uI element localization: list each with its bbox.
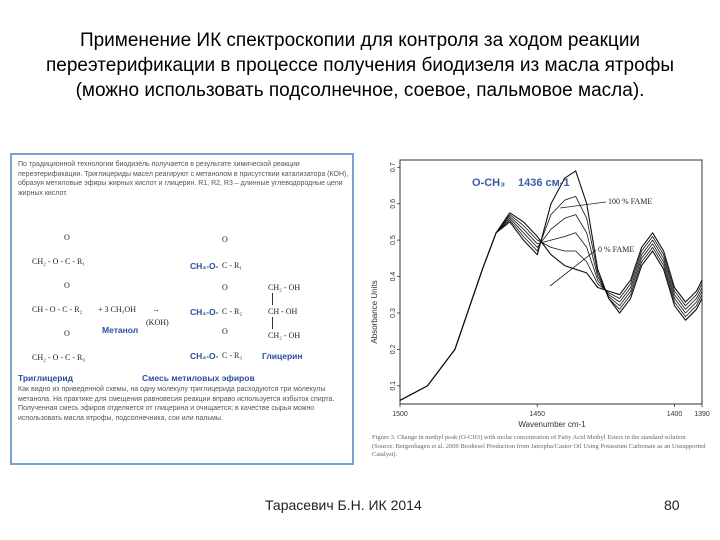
reaction-intro-text: По традиционной технологии биодизель получается в результате химической реакции переэтерификации. Триглицериды масел реагируют с метанолом в присутствии катализатора (КОН), образуя метиловые эфиры жирных кислот и глицерин. R1, R2, R3 – длинные углеводородные цепи жирных кислот. [18,161,349,197]
reaction-arrow: → [152,305,160,314]
plot-frame [400,160,702,404]
tg-row-1: CH₂ - O - C - R₁ [32,257,86,266]
y-tick-label: 0.6 [390,198,397,209]
x-tick-label: 1390 [694,411,710,418]
y-tick-label: 0.3 [390,308,397,318]
ir-spectrum-panel [368,152,712,464]
triglyceride-label: Триглицерид [18,373,74,383]
x-tick-label: 1400 [666,411,683,418]
tg-carbonyl-o-3: O [64,329,70,338]
tg-row-3: CH₂ - O - C - R₃ [32,353,86,362]
gly-row-2: CH - OH [268,307,298,316]
y-tick-label: 0.5 [390,235,397,245]
y-tick-label: 0.4 [390,271,397,282]
gly-bond-1 [272,293,273,305]
tg-carbonyl-o-2: O [64,281,70,290]
me-prefix-1: CH₃-O- [190,261,219,271]
y-tick-label: 0.7 [390,162,397,173]
title-line-2: переэтерификации в процессе получения биодизеля из масла ятрофы [46,55,674,76]
gly-bond-2 [272,317,273,329]
title-line-1: Применение ИК спектроскопии для контроля за ходом реакции [79,30,641,51]
x-tick-label: 1500 [392,411,408,418]
slide-title [10,28,710,103]
me-row-1: C - R₁ [222,261,243,270]
ir-figure-caption: Figure 3. Change in methyl peak (O-CH3) with molar concentration of Fatty Acid Methyl Esters in the standard solution (Source: Bergenhagen et al. 2009 Biodiesel Production from Jatropha/Castor Oil Using Potassium Carbonate as an Unsupported Catalyst). [372,434,706,458]
y-tick-label: 0.1 [390,380,397,391]
reaction-scheme-panel [10,153,354,465]
y-tick-label: 0.2 [390,344,397,355]
tg-carbonyl-o-1: O [64,233,70,242]
me-carbonyl-o-2: O [222,283,228,292]
plus-methanol: + 3 CH₃OH [98,305,136,314]
annotation-1436: 1436 см-1 [518,177,570,189]
glycerin-label: Глицерин [262,351,303,361]
label-100-fame: 100 % FAME [608,197,653,206]
me-carbonyl-o-1: O [222,235,228,244]
page-number: 80 [664,497,680,513]
x-tick-label: 1450 [529,411,546,418]
me-prefix-2: CH₃-O- [190,307,219,317]
annotation-och3: O-CH₃ [472,177,506,189]
methanol-label: Метанол [102,325,139,335]
label-0-fame: 0 % FAME [598,245,635,254]
gly-row-1: CH₂ - OH [268,283,301,292]
y-axis-label: Absorbance Units [370,280,379,344]
catalyst-label: (KOH) [146,318,169,327]
x-axis-label: Wavenumber cm-1 [518,420,586,429]
me-row-2: C - R₂ [222,307,243,316]
tg-row-2: CH - O - C - R₂ [32,305,83,314]
ir-spectrum-chart [368,152,712,464]
reaction-outro-text: Как видно из приведенной схемы, на одну молекулу триглицерида расходуются три молекулы метанола. На практике для смещения равновесия реакции вправо используется избыток спирта. Полученная смесь эфиров отделяется от глицерина и очищается; в качестве сырья можно использовать масла ятрофы, подсолнечника, сои или пальмы. [18,386,335,422]
methyl-esters-label: Смесь метиловых эфиров [142,373,255,383]
me-prefix-3: CH₃-O- [190,351,219,361]
title-line-3: (можно использовать подсолнечное, соевое, пальмовое масла). [75,80,645,101]
me-carbonyl-o-3: O [222,327,228,336]
gly-row-3: CH₂ - OH [268,331,301,340]
footer-author: Тарасевич Б.Н. ИК 2014 [265,497,422,513]
me-row-3: C - R₃ [222,351,243,360]
